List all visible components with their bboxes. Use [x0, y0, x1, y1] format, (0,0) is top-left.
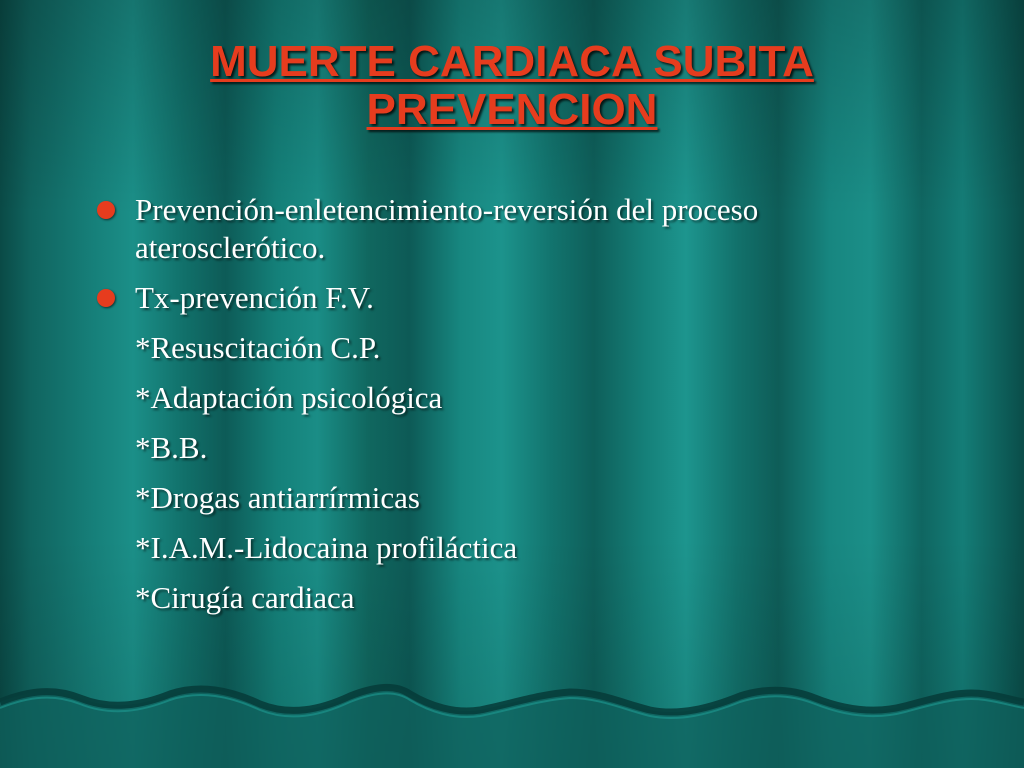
list-item-text: *I.A.M.-Lidocaina profiláctica — [135, 530, 518, 565]
list-item-text: Tx-prevención F.V. — [135, 280, 374, 315]
list-item-text: *B.B. — [135, 430, 208, 465]
curtain-hem-wave — [0, 670, 1024, 768]
slide-title — [0, 38, 1024, 134]
list-item — [135, 429, 855, 467]
bullet-list — [135, 191, 855, 617]
list-item-text: Prevención-enletencimiento-reversión del proceso aterosclerótico. — [135, 192, 759, 265]
list-item-text: *Resuscitación C.P. — [135, 330, 381, 365]
title-line-1: MUERTE CARDIACA SUBITA — [210, 37, 814, 86]
list-item — [135, 579, 855, 617]
list-item-text: *Adaptación psicológica — [135, 380, 443, 415]
list-item-text: *Drogas antiarrírmicas — [135, 480, 420, 515]
list-item-text: *Cirugía cardiaca — [135, 580, 355, 615]
list-item — [135, 329, 855, 367]
list-item — [135, 379, 855, 417]
title-line-2: PREVENCION — [366, 85, 658, 134]
list-item — [135, 479, 855, 517]
bullet-dot-icon — [97, 201, 115, 219]
list-item — [135, 191, 855, 267]
list-item — [135, 279, 855, 317]
list-item — [135, 529, 855, 567]
bullet-dot-icon — [97, 289, 115, 307]
